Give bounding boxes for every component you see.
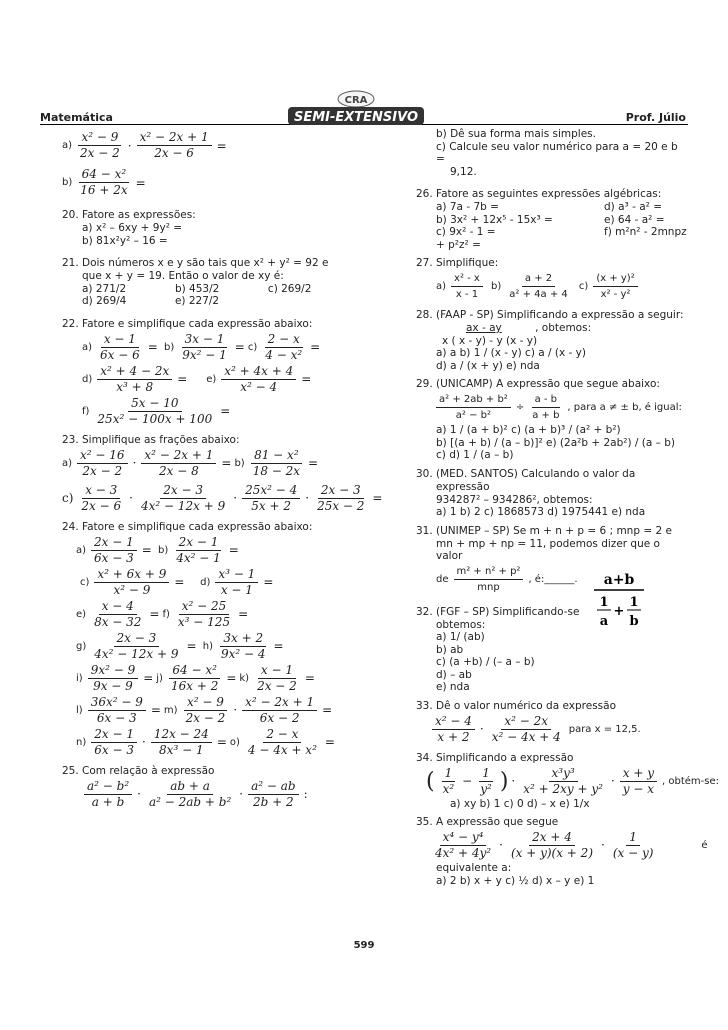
question-20: 20. Fatore as expressões: a) x² – 6xy + 9y² = b) 81x²y² – 16 = xyxy=(62,209,196,247)
question-28: 28. (FAAP - SP) Simplificando a expressão a seguir: ax - ay , obtemos: x ( x - y) - y (x - y) a) a b) 1 / (x - y) c) a / (x - y) d) a / (x + y) e) nda xyxy=(416,309,684,372)
question-29: 29. (UNICAMP) A expressão que segue abaixo: $\frac{\text{a² + 2ab + b²}}{\text{a² − b²}}$ ÷ $\frac{a - b}{a + b}$ , para a ≠ ± b, é igual: a) 1 / (a + b)² c) (a + b)³ / (a² + b²) b) [(a + b) / (a – b)]² e) (2a²b + 2ab²) / (a – b) c) d) 1 / (a – b) xyxy=(416,378,682,461)
question-26: 26. Fatore as seguintes expressões algébricas: a) 7a - 7b = d) a³ - a² = b) 3x² + 12x⁵ - 15x³ = e) 64 - a² = c) 9x² - 1 = f) m²n² - 2mnpz + p²z² = xyxy=(416,188,687,251)
question-21: 21. Dois números x e y são tais que x² + y² = 92 e que x + y = 19. Então o valor de xy é: a) 271/2 b) 453/2 c) 269/2 d) 269/4 e) 227/2 xyxy=(62,257,329,307)
author-name: Prof. Júlio xyxy=(625,111,686,124)
svg-text:b: b xyxy=(629,614,639,629)
question-32: 32. (FGF – SP) Simplificando-se obtemos: a) 1/ (ab) b) ab c) (a +b) / (– a – b) d) – ab e) nda xyxy=(416,605,580,693)
page-number: 599 xyxy=(353,940,375,951)
question-25: 25. Com relação à expressão $\frac{\text{a² − b²}}{a + b}$ · $\frac{ab + a}{\text{a² − 2ab + b²}}$ · $\frac{\text{a² − ab}}{2b + 2}$ : xyxy=(62,764,308,809)
svg-text:a+b: a+b xyxy=(603,572,635,588)
q19-item-b: b) Dê sua forma mais simples. xyxy=(436,128,596,140)
question-35: 35. A expressão que segue $\frac{\text{x⁴ − y⁴}}{\text{4x² + 4y²}}$ · $\frac{2x + 4}{(x + y)(x + 2)}$ · $\frac{1}{(x - y)}$ é equivalente a: a) 2 b) x + y c) ½ d) x – y e) 1 xyxy=(416,816,708,887)
q19a-expression: a) $\frac{\text{x² − 9}}{2x - 2}$ · $\frac{\text{x² − 2x + 1}}{2x - 6}$ = xyxy=(62,130,227,160)
question-33: 33. Dê o valor numérico da expressão $\frac{\text{x² − 4}}{x + 2}$ · $\frac{\text{x² − 2x}}{\text{x² − 4x + 4}}$ para x = 12,5. xyxy=(416,699,641,744)
right-column: b) Dê sua forma mais simples. c) Calcule seu valor numérico para a = 20 e b = 9,12. 26. Fatore as seguintes expressões algébricas: a) 7a - 7b = d) a³ - a² = b) 3x² + 12x⁵ - 15x³ = e) 64 - a² = c) 9x² - 1 = f) m²n² - 2mnpz + p²z² = 27. Simplifique: a) $\frac{\text{x² - x}}{x - 1}$ b) $\frac{a + 2}{\text{a² + 4a + 4}}$ c) $\frac{\text{(x + y)²}}{\text{x² - y²}}$ 28. (FAAP - SP) Simplificando a expressão a seguir: ax - ay , obtemos: x ( x - y) - y (x - y) a) a b) 1 / (x - y) c) a / (x - y) d) a / (x + y) e) nda 29. (UNICAMP) A expressão que segue abaixo: $\frac{\text{a² + 2ab + b²}}{\text{a² − b²}}$ ÷ $\frac{a - b}{a + b}$ , para a ≠ ± b, é igual: a) 1 / (a + b)² c) (a + b)³ / (a² + b²) b) [(a + b) / (a – b)]² e) (2a²b + 2ab²) / (a – b) c) d) 1 / (a – b) 30. (MED. SANTOS) Calculando o valor da expressão 934287² – 934286², obtemos: a) 1 b) 2 c) 1868573 d) 1975441 e) nda 31. (UNIMEP – SP) Se m + n + p = 6 ; mnp = 2 e mn + mp + np = 11, podemos dizer que o valor de $\frac{\text{m² + n² + p²}}{\text{mnp}}$ , é:______. 32. (FGF – SP) Simplificando-se obtemos: a) 1/ (ab) b) ab c) (a +b) / (– a – b) d) – ab e) nda 33. Dê o valor numérico da expressão $\frac{\text{x² − 4}}{x + 2}$ · $\frac{\text{x² − 2x}}{\text{x² − 4x + 4}}$ para x = 12,5. 34. Simplificando a expressão ( $\frac{1}{\text{x²}}$ − $\frac{1}{\text{y²}}$ ) · $\frac{\text{x³y³}}{\text{x² + 2xy + y²}}$ · $\frac{x + y}{y - x}$ , obtém-se: a) xy b) 1 c) 0 d) – x e) 1/x 35. A expressão que segue $\frac{\text{x⁴ − y⁴}}{\text{4x² + 4y²}}$ · $\frac{2x + 4}{(x + y)(x + 2)}$ · $\frac{1}{(x - y)}$ é equivalente a: a) 2 b) x + y c) ½ d) x – y e) 1 xyxy=(416,128,720,887)
question-34: 34. Simplificando a expressão ( $\frac{1}{\text{x²}}$ − $\frac{1}{\text{y²}}$ ) · $\frac{\text{x³y³}}{\text{x² + 2xy + y²}}$ · $\frac{x + y}{y - x}$ , obtém-se: a) xy b) 1 c) 0 d) – x e) 1/x xyxy=(416,751,720,810)
svg-text:1: 1 xyxy=(599,595,609,610)
q19b-expression: b) $\frac{\text{64 − x²}}{16 + 2x}$ = xyxy=(62,167,146,197)
q19-item-c: c) Calcule seu valor numérico para a = 20 e b = xyxy=(436,140,678,165)
question-30: 30. (MED. SANTOS) Calculando o valor da expressão 934287² – 934286², obtemos: a) 1 b) 2 c) 1868573 d) 1975441 e) nda xyxy=(416,467,646,518)
svg-text:+: + xyxy=(613,604,625,619)
question-27: 27. Simplifique: a) $\frac{\text{x² - x}}{x - 1}$ b) $\frac{a + 2}{\text{a² + 4a + 4}}$ c) $\frac{\text{(x + y)²}}{\text{x² - y²}}$ xyxy=(416,257,688,302)
question-31: 31. (UNIMEP – SP) Se m + n + p = 6 ; mnp = 2 e mn + mp + np = 11, podemos dizer que o valor de $\frac{\text{m² + n² + p²}}{\text{mnp}}$ , é:______. xyxy=(416,524,672,593)
question-22: 22. Fatore e simplifique cada expressão abaixo: a) $\frac{x - 1}{6x - 6}$ = b) $\frac{3x - 1}{\text{9x² − 1}}$ = c) $\frac{2 - x}{\text{4 − x²}}$ = d) $\frac{\text{x² + 4 − 2x}}{\text{x³ + 8}}$ = e) $\frac{\text{x² + 4x + 4}}{\text{x² − 4}}$ = f) $\frac{5x - 10}{\text{25x² − 100x + 100}}$ = xyxy=(62,317,321,426)
left-column xyxy=(62,128,383,811)
svg-text:SEMI-EXTENSIVO: SEMI-EXTENSIVO xyxy=(293,110,419,125)
svg-text:1: 1 xyxy=(629,595,639,610)
cra-logo xyxy=(282,90,430,128)
question-23: 23. Simplifique as frações abaixo: a) $\frac{\text{x² − 16}}{2x - 2}$ · $\frac{\text{x² − 2x + 1}}{2x - 8}$ = b) $\frac{\text{81 − x²}}{18 - 2x}$ = c) $\frac{x - 3}{2x - 6}$ · $\frac{2x - 3}{\text{4x² − 12x + 9}}$ · $\frac{\text{25x² − 4}}{5x + 2}$ · $\frac{2x - 3}{25x - 2}$ = xyxy=(62,433,383,513)
svg-text:a: a xyxy=(599,614,609,629)
subject-title: Matemática xyxy=(40,111,113,124)
q32-fraction-figure xyxy=(592,570,646,630)
question-24: 24. Fatore e simplifique cada expressão abaixo: a) $\frac{2x - 1}{6x - 3}$ = b) $\frac{2x - 1}{\text{4x² − 1}}$ = c) $\frac{\text{x² + 6x + 9}}{\text{x² − 9}}$ = d) $\frac{\text{x³ − 1}}{x - 1}$ = e) $\frac{x - 4}{8x - 32}$ = f) $\frac{\text{x² − 25}}{\text{x³ − 125}}$ = g) $\frac{2x - 3}{\text{4x² − 12x + 9}}$ = h) $\frac{3x + 2}{\text{9x² − 4}}$ = i) $\frac{\text{9x² − 9}}{9x - 9}$ = j) $\frac{\text{64 − x²}}{16x + 2}$ = k) $\frac{x - 1}{2x - 2}$ = l) $\frac{\text{36x² − 9}}{6x - 3}$ = m) $\frac{\text{x² − 9}}{2x - 2}$ · $\frac{\text{x² − 2x + 1}}{6x - 2}$ = n) $\frac{2x - 1}{6x - 3}$ · $\frac{12x - 24}{\text{8x³ − 1}}$ = o) $\frac{2 - x}{\text{4 − 4x + x²}}$ = xyxy=(62,520,335,757)
svg-text:CRA: CRA xyxy=(344,95,368,106)
